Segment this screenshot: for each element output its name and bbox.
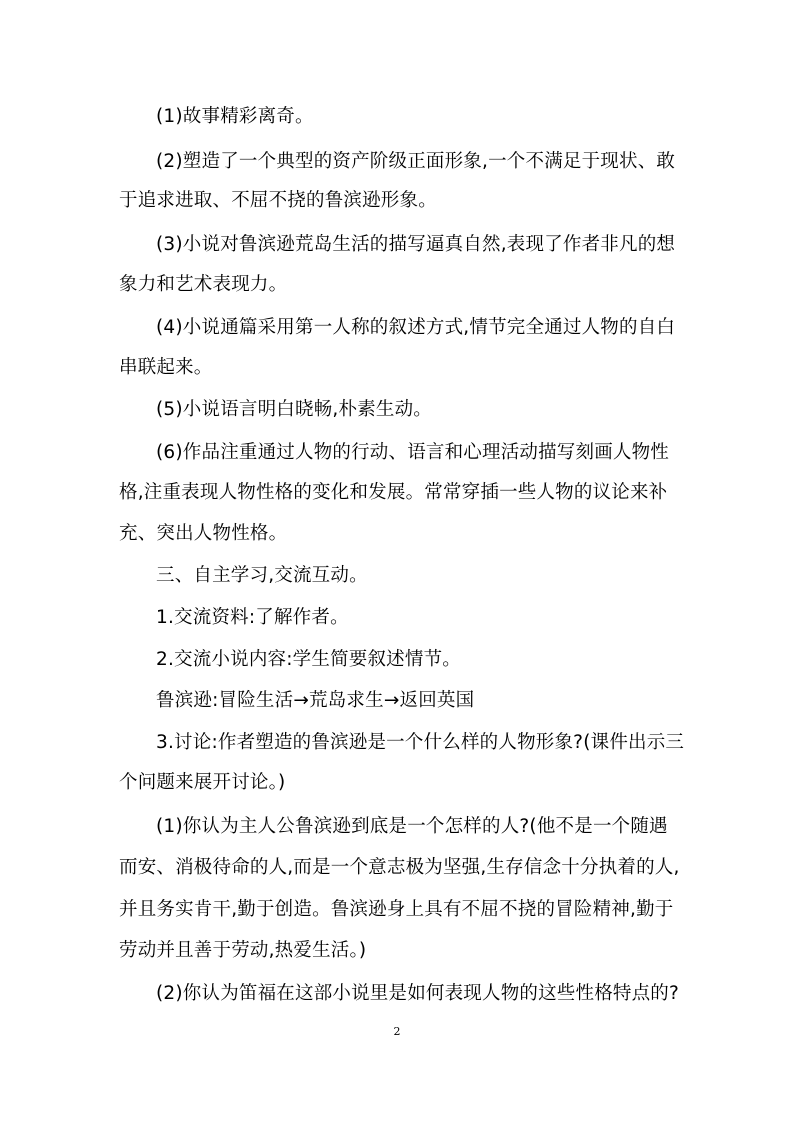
plot-flow-line: 鲁滨逊:冒险生活→荒岛求生→返回英国 (156, 690, 475, 711)
paragraph-line: (2)塑造了一个典型的资产阶级正面形象,一个不满足于现状、敢 (156, 151, 676, 172)
paragraph-line: 而安、消极待命的人,而是一个意志极为坚强,生存信念十分执着的人, (119, 857, 680, 878)
paragraph-line: (1)你认为主人公鲁滨逊到底是一个怎样的人?(他不是一个随遇 (156, 816, 668, 837)
paragraph-line: (2)你认为笛福在这部小说里是如何表现人物的这些性格特点的? (156, 983, 680, 1004)
paragraph-line: (1)故事精彩离奇。 (156, 106, 314, 127)
paragraph-line: 象力和艺术表现力。 (119, 274, 288, 295)
section-heading: 三、自主学习,交流互动。 (156, 565, 368, 586)
page-number: 2 (393, 1025, 401, 1038)
paragraph-line: (4)小说通篇采用第一人称的叙述方式,情节完全通过人物的自白 (156, 317, 676, 338)
paragraph-line: 个问题来展开讨论。) (119, 772, 286, 793)
paragraph-line: 充、突出人物性格。 (119, 523, 288, 544)
paragraph-line: 1.交流资料:了解作者。 (156, 607, 349, 628)
paragraph-line: (6)作品注重通过人物的行动、语言和心理活动描写刻画人物性 (156, 442, 670, 463)
paragraph-line: 并且务实肯干,勤于创造。鲁滨逊身上具有不屈不挠的冒险精神,勤于 (119, 899, 674, 920)
paragraph-line: 3.讨论:作者塑造的鲁滨逊是一个什么样的人物形象?(课件出示三 (156, 732, 685, 753)
paragraph-line: 串联起来。 (119, 357, 213, 378)
paragraph-line: 2.交流小说内容:学生简要叙述情节。 (156, 649, 461, 670)
paragraph-line: 劳动并且善于劳动,热爱生活。) (119, 940, 367, 961)
paragraph-line: (5)小说语言明白晓畅,朴素生动。 (156, 399, 432, 420)
paragraph-line: (3)小说对鲁滨逊荒岛生活的描写逼真自然,表现了作者非凡的想 (156, 234, 676, 255)
paragraph-line: 于追求进取、不屈不挠的鲁滨逊形象。 (119, 190, 437, 211)
paragraph-line: 格,注重表现人物性格的变化和发展。常常穿插一些人物的议论来补 (119, 482, 668, 503)
